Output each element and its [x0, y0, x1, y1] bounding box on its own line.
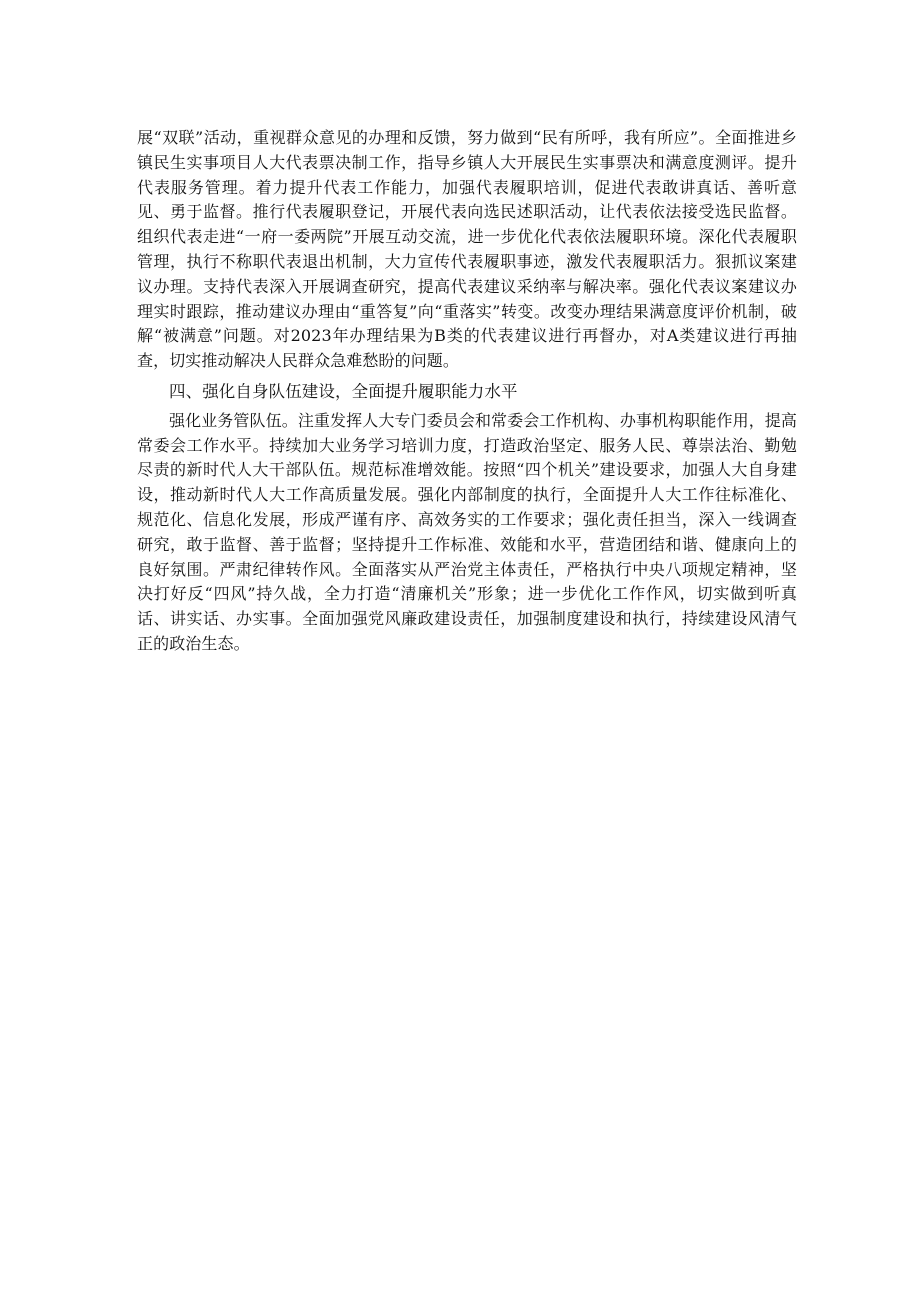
- paragraph-dual-contact-activities: 展“双联”活动，重视群众意见的办理和反馈，努力做到“民有所呼，我有所应”。全面推进乡镇民生实事项目人大代表票决制工作，指导乡镇人大开展民生实事票决和满意度测评。提升代表服务管理。着力提升代表工作能力，加强代表履职培训，促进代表敢讲真话、善听意见、勇于监督。推行代表履职登记，开展代表向选民述职活动，让代表依法接受选民监督。组织代表走进“一府一委两院”开展互动交流，进一步优化代表依法履职环境。深化代表履职管理，执行不称职代表退出机制，大力宣传代表履职事迹，激发代表履职活力。狠抓议案建议办理。支持代表深入开展调查研究，提高代表建议采纳率与解决率。强化代表议案建议办理实时跟踪，推动建议办理由“重答复”向“重落实”转变。改变办理结果满意度评价机制，破解“被满意”问题。对2023年办理结果为B类的代表建议进行再督办，对A类建议进行再抽查，切实推动解决人民群众急难愁盼的问题。: [137, 128, 797, 371]
- document-body: [137, 126, 797, 657]
- paragraph-team-building: 强化业务管队伍。注重发挥人大专门委员会和常委会工作机构、办事机构职能作用，提高常委会工作水平。持续加大业务学习培训力度，打造政治坚定、服务人民、尊崇法治、勤勉尽责的新时代人大干部队伍。规范标准增效能。按照“四个机关”建设要求，加强人大自身建设，推动新时代人大工作高质量发展。强化内部制度的执行，全面提升人大工作往标准化、规范化、信息化发展，形成严谨有序、高效务实的工作要求；强化责任担当，深入一线调查研究，敢于监督、善于监督；坚持提升工作标准、效能和水平，营造团结和谐、健康向上的良好氛围。严肃纪律转作风。全面落实从严治党主体责任，严格执行中央八项规定精神，坚决打好反“四风”持久战，全力打造“清廉机关”形象；进一步优化工作作风，切实做到听真话、讲实话、办实事。全面加强党风廉政建设责任，加强制度建设和执行，持续建设风清气正的政治生态。: [137, 410, 797, 653]
- section-heading-4: 四、强化自身队伍建设，全面提升履职能力水平: [169, 381, 518, 401]
